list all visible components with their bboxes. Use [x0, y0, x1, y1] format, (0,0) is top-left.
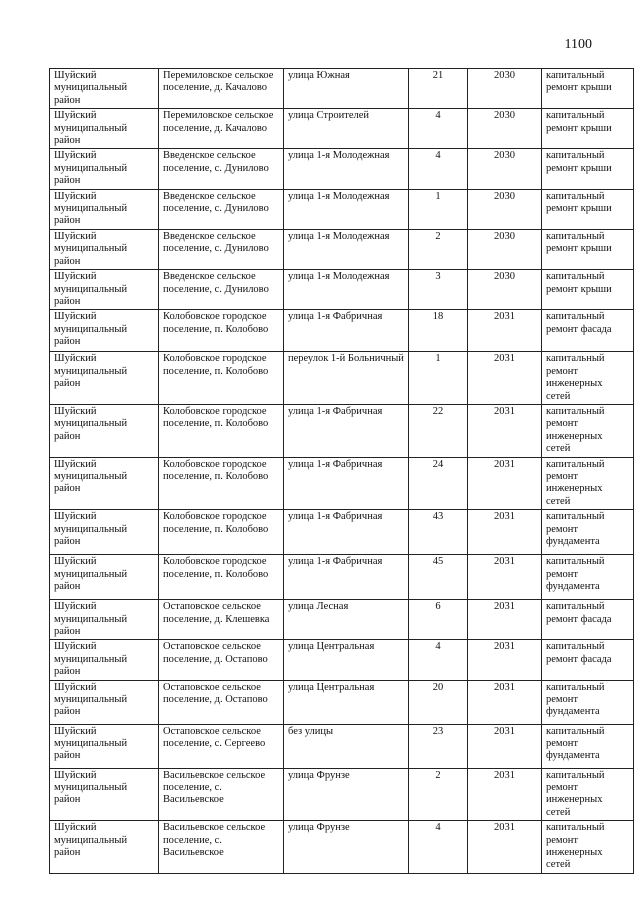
house-number-cell: 24 — [409, 457, 468, 510]
street-cell: улица 1-я Фабричная — [284, 404, 409, 457]
district-cell: Шуйский муниципальный район — [50, 404, 159, 457]
street-cell: улица Южная — [284, 69, 409, 109]
work-type-cell: капитальный ремонт фундамента — [542, 510, 634, 555]
house-number-cell: 4 — [409, 149, 468, 189]
work-type-cell: капитальный ремонт крыши — [542, 270, 634, 310]
year-cell: 2030 — [468, 109, 542, 149]
district-cell: Шуйский муниципальный район — [50, 69, 159, 109]
street-cell: улица 1-я Молодежная — [284, 189, 409, 229]
settlement-cell: Остаповское сельское поселение, с. Сергеево — [159, 724, 284, 768]
work-type-cell: капитальный ремонт фундамента — [542, 680, 634, 724]
work-type-cell: капитальный ремонт крыши — [542, 189, 634, 229]
district-cell: Шуйский муниципальный район — [50, 768, 159, 821]
table-row — [50, 640, 634, 680]
house-number-cell: 4 — [409, 821, 468, 874]
district-cell: Шуйский муниципальный район — [50, 457, 159, 510]
year-cell: 2031 — [468, 310, 542, 352]
street-cell: улица Центральная — [284, 680, 409, 724]
year-cell: 2031 — [468, 821, 542, 874]
year-cell: 2031 — [468, 600, 542, 640]
street-cell: улица 1-я Фабричная — [284, 555, 409, 600]
year-cell: 2030 — [468, 149, 542, 189]
house-number-cell: 2 — [409, 768, 468, 821]
work-type-cell: капитальный ремонт инженерных сетей — [542, 404, 634, 457]
year-cell: 2031 — [468, 510, 542, 555]
settlement-cell: Колобовское городское поселение, п. Колобово — [159, 555, 284, 600]
house-number-cell: 45 — [409, 555, 468, 600]
house-number-cell: 3 — [409, 270, 468, 310]
street-cell: улица Фрунзе — [284, 768, 409, 821]
table-row — [50, 600, 634, 640]
street-cell: улица 1-я Молодежная — [284, 229, 409, 269]
year-cell: 2031 — [468, 404, 542, 457]
settlement-cell: Введенское сельское поселение, с. Дунилово — [159, 149, 284, 189]
house-number-cell: 22 — [409, 404, 468, 457]
year-cell: 2031 — [468, 640, 542, 680]
work-type-cell: капитальный ремонт фасада — [542, 600, 634, 640]
district-cell: Шуйский муниципальный район — [50, 352, 159, 405]
work-type-cell: капитальный ремонт инженерных сетей — [542, 768, 634, 821]
street-cell: улица 1-я Фабричная — [284, 457, 409, 510]
table-row — [50, 724, 634, 768]
work-type-cell: капитальный ремонт фасада — [542, 310, 634, 352]
district-cell: Шуйский муниципальный район — [50, 680, 159, 724]
table-row — [50, 768, 634, 821]
street-cell: улица Центральная — [284, 640, 409, 680]
settlement-cell: Перемиловское сельское поселение, д. Качалово — [159, 109, 284, 149]
street-cell: улица Лесная — [284, 600, 409, 640]
settlement-cell: Введенское сельское поселение, с. Дунилово — [159, 229, 284, 269]
district-cell: Шуйский муниципальный район — [50, 640, 159, 680]
settlement-cell: Колобовское городское поселение, п. Колобово — [159, 457, 284, 510]
table-row — [50, 310, 634, 352]
house-number-cell: 4 — [409, 640, 468, 680]
page-number: 1100 — [564, 37, 592, 52]
table-row — [50, 149, 634, 189]
house-number-cell: 21 — [409, 69, 468, 109]
work-type-cell: капитальный ремонт фасада — [542, 640, 634, 680]
work-type-cell: капитальный ремонт инженерных сетей — [542, 821, 634, 874]
street-cell: улица 1-я Фабричная — [284, 310, 409, 352]
table-row — [50, 109, 634, 149]
repair-schedule-table — [49, 68, 634, 874]
settlement-cell: Остаповское сельское поселение, д. Остапово — [159, 640, 284, 680]
settlement-cell: Колобовское городское поселение, п. Колобово — [159, 404, 284, 457]
house-number-cell: 2 — [409, 229, 468, 269]
district-cell: Шуйский муниципальный район — [50, 229, 159, 269]
table-row — [50, 404, 634, 457]
district-cell: Шуйский муниципальный район — [50, 555, 159, 600]
district-cell: Шуйский муниципальный район — [50, 149, 159, 189]
table-row — [50, 352, 634, 405]
district-cell: Шуйский муниципальный район — [50, 270, 159, 310]
street-cell: улица 1-я Молодежная — [284, 270, 409, 310]
house-number-cell: 43 — [409, 510, 468, 555]
table-row — [50, 680, 634, 724]
work-type-cell: капитальный ремонт крыши — [542, 69, 634, 109]
year-cell: 2030 — [468, 229, 542, 269]
district-cell: Шуйский муниципальный район — [50, 310, 159, 352]
street-cell: улица 1-я Фабричная — [284, 510, 409, 555]
settlement-cell: Васильевское сельское поселение, с. Васильевское — [159, 821, 284, 874]
table-row — [50, 229, 634, 269]
district-cell: Шуйский муниципальный район — [50, 821, 159, 874]
table-row — [50, 189, 634, 229]
house-number-cell: 18 — [409, 310, 468, 352]
year-cell: 2031 — [468, 724, 542, 768]
year-cell: 2031 — [468, 352, 542, 405]
settlement-cell: Васильевское сельское поселение, с. Васильевское — [159, 768, 284, 821]
settlement-cell: Остаповское сельское поселение, д. Клешевка — [159, 600, 284, 640]
table-row — [50, 270, 634, 310]
street-cell: улица 1-я Молодежная — [284, 149, 409, 189]
work-type-cell: капитальный ремонт крыши — [542, 149, 634, 189]
street-cell: без улицы — [284, 724, 409, 768]
settlement-cell: Введенское сельское поселение, с. Дунилово — [159, 270, 284, 310]
year-cell: 2031 — [468, 555, 542, 600]
district-cell: Шуйский муниципальный район — [50, 724, 159, 768]
district-cell: Шуйский муниципальный район — [50, 510, 159, 555]
year-cell: 2030 — [468, 189, 542, 229]
work-type-cell: капитальный ремонт крыши — [542, 109, 634, 149]
district-cell: Шуйский муниципальный район — [50, 189, 159, 229]
year-cell: 2031 — [468, 680, 542, 724]
street-cell: улица Строителей — [284, 109, 409, 149]
house-number-cell: 1 — [409, 189, 468, 229]
settlement-cell: Колобовское городское поселение, п. Колобово — [159, 310, 284, 352]
work-type-cell: капитальный ремонт крыши — [542, 229, 634, 269]
table-row — [50, 69, 634, 109]
district-cell: Шуйский муниципальный район — [50, 109, 159, 149]
table-row — [50, 510, 634, 555]
year-cell: 2031 — [468, 457, 542, 510]
year-cell: 2030 — [468, 69, 542, 109]
house-number-cell: 6 — [409, 600, 468, 640]
table-row — [50, 821, 634, 874]
table-body — [50, 69, 634, 874]
settlement-cell: Колобовское городское поселение, п. Колобово — [159, 510, 284, 555]
settlement-cell: Перемиловское сельское поселение, д. Качалово — [159, 69, 284, 109]
work-type-cell: капитальный ремонт фундамента — [542, 555, 634, 600]
house-number-cell: 4 — [409, 109, 468, 149]
district-cell: Шуйский муниципальный район — [50, 600, 159, 640]
table-row — [50, 555, 634, 600]
settlement-cell: Колобовское городское поселение, п. Колобово — [159, 352, 284, 405]
street-cell: улица Фрунзе — [284, 821, 409, 874]
house-number-cell: 23 — [409, 724, 468, 768]
street-cell: переулок 1-й Больничный — [284, 352, 409, 405]
house-number-cell: 1 — [409, 352, 468, 405]
work-type-cell: капитальный ремонт фундамента — [542, 724, 634, 768]
work-type-cell: капитальный ремонт инженерных сетей — [542, 352, 634, 405]
year-cell: 2031 — [468, 768, 542, 821]
house-number-cell: 20 — [409, 680, 468, 724]
year-cell: 2030 — [468, 270, 542, 310]
settlement-cell: Остаповское сельское поселение, д. Остапово — [159, 680, 284, 724]
work-type-cell: капитальный ремонт инженерных сетей — [542, 457, 634, 510]
table-row — [50, 457, 634, 510]
settlement-cell: Введенское сельское поселение, с. Дунилово — [159, 189, 284, 229]
